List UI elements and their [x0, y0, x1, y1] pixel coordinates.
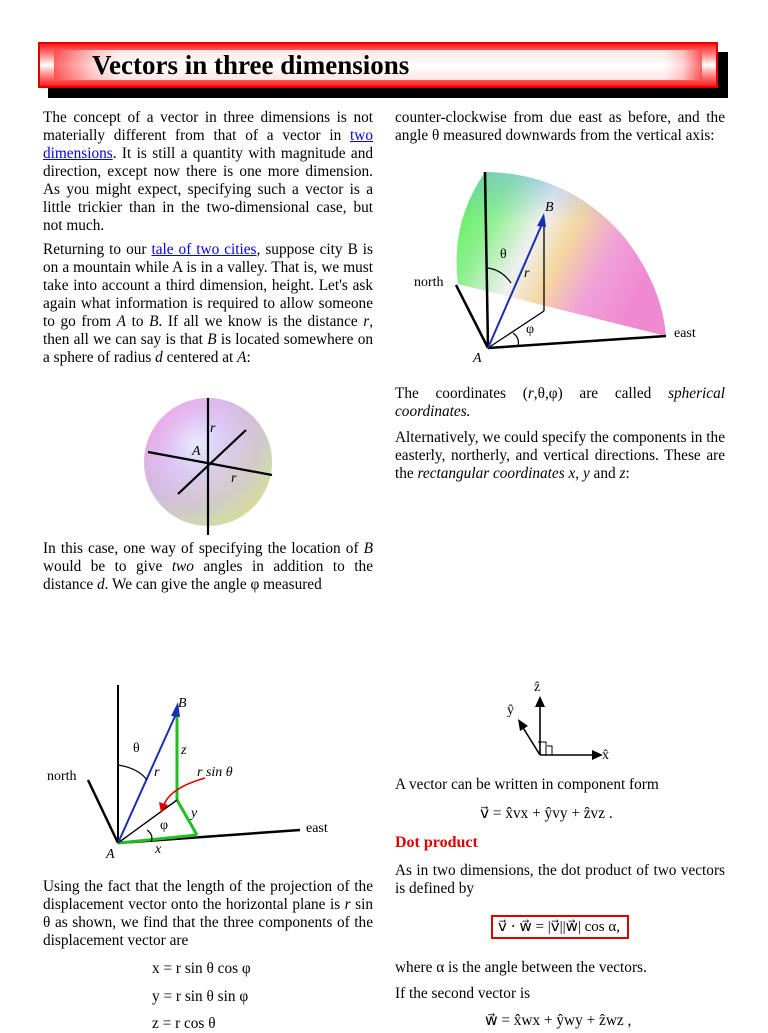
dot-product-paragraph: As in two dimensions, the dot product of two vectors is defined by: [395, 862, 725, 897]
components-label-x: x: [155, 842, 162, 857]
text: . If all we know is the distance: [158, 313, 364, 330]
projection-paragraph: [43, 878, 373, 950]
text: d: [155, 349, 163, 366]
components-label-theta: θ: [133, 741, 140, 756]
components-label-A: A: [106, 847, 115, 862]
text: z: [619, 465, 626, 482]
text: two: [171, 558, 194, 575]
text: centered at: [162, 349, 238, 366]
text: A: [116, 313, 127, 330]
axis-label-z-hat: ẑ: [534, 680, 541, 695]
equation-z: z = r cos θ: [152, 1015, 216, 1032]
text: r: [344, 896, 351, 913]
text: B: [363, 540, 373, 557]
quarter-label-east: east: [674, 326, 696, 341]
components-label-rsin: r sin θ: [197, 765, 233, 780]
text: Returning to our: [43, 241, 152, 258]
sphere-label-r-bottom: r: [231, 471, 237, 486]
quarter-label-A: A: [473, 351, 482, 366]
page-title: Vectors in three dimensions: [92, 50, 410, 80]
components-label-B: B: [178, 696, 187, 711]
second-vector-equation: w⃗ = x̂wx + ŷwy + ẑwz ,: [485, 1012, 632, 1029]
text: Alternatively, we could specify the components in the easterly, northerly, and vertical directions. These are the: [395, 429, 725, 482]
text: and: [589, 465, 620, 482]
text: B: [149, 313, 159, 330]
quarter-label-north: north: [414, 275, 444, 290]
angles-paragraph: [43, 540, 373, 594]
components-label-y: y: [191, 806, 198, 821]
text: ,: [575, 465, 583, 482]
link-tale-of-two-cities[interactable]: tale of two cities: [151, 241, 257, 258]
text: The concept of a vector in three dimensions is not materially different from that of a vector in: [43, 109, 373, 144]
axis-label-y-hat: ŷ: [507, 703, 514, 718]
text: to: [126, 313, 150, 330]
sphere-figure: [140, 390, 280, 535]
intro-paragraph: [43, 109, 373, 235]
text: In this case, one way of specifying the location of: [43, 540, 364, 557]
components-label-phi: φ: [160, 818, 169, 833]
equation-y: y = r sin θ sin φ: [152, 988, 249, 1005]
alpha-paragraph: where α is the angle between the vectors.: [395, 959, 647, 976]
quarter-sphere-figure: [410, 168, 710, 368]
text: , then all we can say is that: [43, 313, 374, 348]
text: spherical coordinates.: [395, 385, 725, 420]
text: . We can give the angle φ measured: [104, 576, 322, 593]
component-form-text: A vector can be written in component form: [395, 776, 659, 793]
quarter-label-phi: φ: [526, 322, 535, 337]
text: would be to give: [43, 558, 172, 575]
text: y: [582, 465, 590, 482]
rectangular-paragraph: [395, 429, 725, 483]
text: A: [237, 349, 247, 366]
components-label-r: r: [154, 765, 160, 780]
text: . It is still a quantity with magnitude and direction, except now there is one more dimension. As you might expect, specifying such a vector is a little trickier than in the two-dimensional case, but not much.: [43, 145, 373, 234]
text: B: [207, 331, 217, 348]
second-vector-paragraph: If the second vector is: [395, 985, 531, 1002]
text: is located somewhere on a sphere of radius: [43, 331, 373, 366]
equation-x: x = r sin θ cos φ: [152, 960, 251, 977]
text: r: [527, 385, 534, 402]
quarter-label-theta: θ: [500, 247, 507, 262]
components-label-east: east: [306, 821, 328, 836]
quarter-label-r: r: [524, 266, 530, 281]
text: The coordinates (: [395, 385, 528, 402]
sphere-label-r-top: r: [210, 421, 216, 436]
text: ,θ,φ) are called: [533, 385, 669, 402]
text: :: [246, 349, 251, 366]
component-form-equation: v⃗ = x̂vx + ŷvy + ẑvz .: [480, 805, 613, 822]
title-banner: [38, 42, 718, 88]
dot-product-equation: v⃗ ⋅ w⃗ = |v⃗||w⃗| cos α,: [491, 915, 629, 939]
unit-axes-figure: [505, 690, 615, 770]
angle-theta-paragraph: counter-clockwise from due east as before, and the angle θ measured downwards from the vertical axis:: [395, 109, 725, 144]
components-label-z: z: [181, 743, 187, 758]
components-label-north: north: [47, 769, 77, 784]
axis-label-x-hat: x̂: [602, 748, 609, 763]
text: :: [625, 465, 630, 482]
cities-paragraph: [43, 241, 373, 367]
quarter-label-B: B: [545, 200, 554, 215]
spherical-paragraph: [395, 385, 725, 421]
text: r: [363, 313, 370, 330]
text: rectangular coordinates x: [417, 465, 576, 482]
text: angles in addition to the distance: [43, 558, 373, 593]
text: , suppose city B is on a mountain while A is in a valley. That is, we must take into account a third dimension, height. Let's ask again what information is required to allow someone to go from: [43, 241, 373, 330]
link-two-dimensions[interactable]: two dimensions: [43, 127, 373, 162]
text: sin θ as shown, we find that the three components of the displacement vector are: [43, 896, 373, 949]
text: Using the fact that the length of the projection of the displacement vector onto the horizontal plane is: [43, 878, 373, 913]
text: d: [96, 576, 105, 593]
sphere-label-A: A: [192, 444, 201, 459]
dot-product-heading: Dot product: [395, 834, 478, 851]
